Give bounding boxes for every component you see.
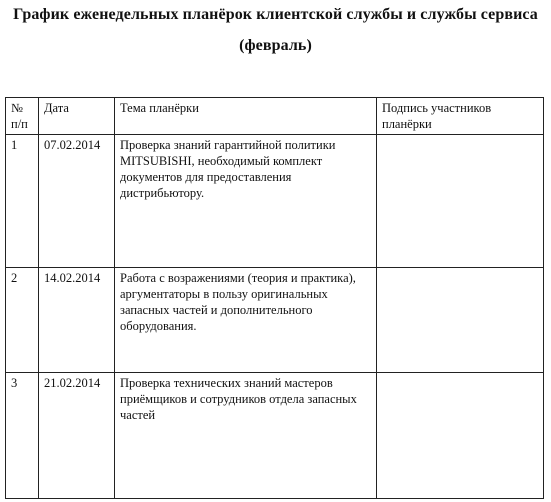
table-header-row [6,98,544,135]
row-number: 3 [6,373,39,499]
row-topic: Проверка знаний гарантийной политики MITSUBISHI, необходимый комплект документов для предоставления дистрибьютору. [115,135,377,268]
table-row [6,135,544,268]
row-topic: Работа с возражениями (теория и практика), аргументаторы в пользу оригинальных запасных частей и дополнительного оборудования. [115,268,377,373]
table-row [6,373,544,499]
document-title: График еженедельных планёрок клиентской службы и службы сервиса [13,6,538,23]
row-date: 21.02.2014 [39,373,115,499]
row-date: 14.02.2014 [39,268,115,373]
row-topic: Проверка технических знаний мастеров приёмщиков и сотрудников отдела запасных частей [115,373,377,499]
row-number: 2 [6,268,39,373]
row-date: 07.02.2014 [39,135,115,268]
header-date: Дата [39,98,115,135]
header-number: № п/п [6,98,39,135]
row-signature-cell [377,135,544,268]
row-signature-cell [377,373,544,499]
meetings-schedule-table [5,97,544,499]
row-signature-cell [377,268,544,373]
table-row [6,268,544,373]
row-number: 1 [6,135,39,268]
header-topic: Тема планёрки [115,98,377,135]
document-subtitle-month: (февраль) [239,37,312,54]
header-signature: Подпись участников планёрки [377,98,544,135]
